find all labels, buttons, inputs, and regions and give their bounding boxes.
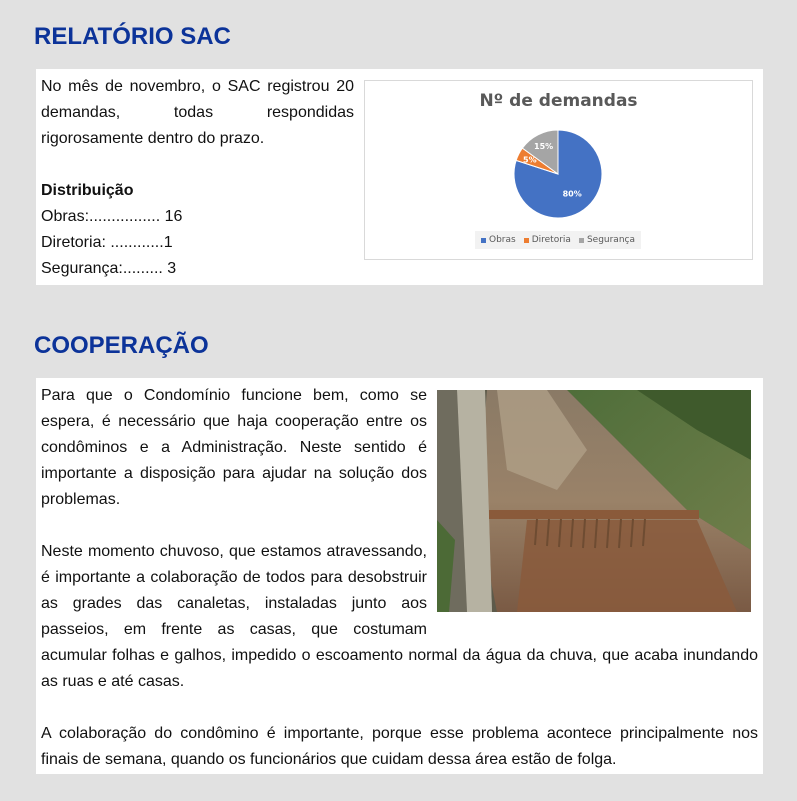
legend-swatch <box>524 238 529 243</box>
cooperacao-paragraph-3: A colaboração do condômino é importante, porque esse problema acontece principalmente nos finais de semana, quando os funcionários que cuidam dessa área estão de folga. <box>41 725 758 768</box>
drainage-grate-illustration <box>437 390 751 612</box>
cooperacao-body <box>41 383 758 773</box>
chart-legend <box>475 231 641 249</box>
distribution-obras: Obras:................ 16 <box>41 208 183 225</box>
sac-panel <box>36 69 763 285</box>
cooperacao-section-title: COOPERAÇÃO <box>34 332 209 359</box>
distribution-diretoria: Diretoria: ............1 <box>41 234 173 251</box>
sac-intro: No mês de novembro, o SAC registrou 20 demandas, todas respondidas rigorosamente dentro do prazo. <box>41 78 354 147</box>
drainage-grate-photo <box>437 390 751 612</box>
cooperacao-paragraph-1: Para que o Condomínio funcione bem, como se espera, é necessário que haja cooperação entre os condôminos e a Administração. Neste sentido é importante a disposição para ajudar na solução dos problemas. <box>41 387 427 508</box>
legend-item-diretoria <box>524 235 571 245</box>
sac-text <box>41 74 354 282</box>
pie-label-segurança: 15% <box>534 141 554 151</box>
cooperacao-panel <box>36 378 763 774</box>
distribution-seguranca: Segurança:......... 3 <box>41 260 177 277</box>
legend-swatch <box>579 238 584 243</box>
legend-item-obras <box>481 235 516 245</box>
legend-swatch <box>481 238 486 243</box>
pie-label-diretoria: 5% <box>523 155 537 165</box>
sac-section-title: RELATÓRIO SAC <box>34 23 231 50</box>
distribution-title: Distribuição <box>41 182 134 199</box>
pie-chart <box>364 80 753 260</box>
legend-label: Segurança <box>586 235 635 245</box>
cooperacao-paragraph-2: Neste momento chuvoso, que estamos atravessando, é importante a colaboração de todos para desobstruir as grades das canaletas, instaladas junto aos passeios, em frente as casas, que costumam acumular folhas e galhos, impedido o escoamento normal da água da chuva, que acaba inundando as ruas e até casas. <box>41 543 758 690</box>
legend-label: Obras <box>489 235 516 245</box>
legend-label: Diretoria <box>531 235 571 245</box>
pie-label-obras: 80% <box>562 189 582 199</box>
chart-title: Nº de demandas <box>479 91 638 111</box>
legend-item-segurança <box>579 235 635 245</box>
